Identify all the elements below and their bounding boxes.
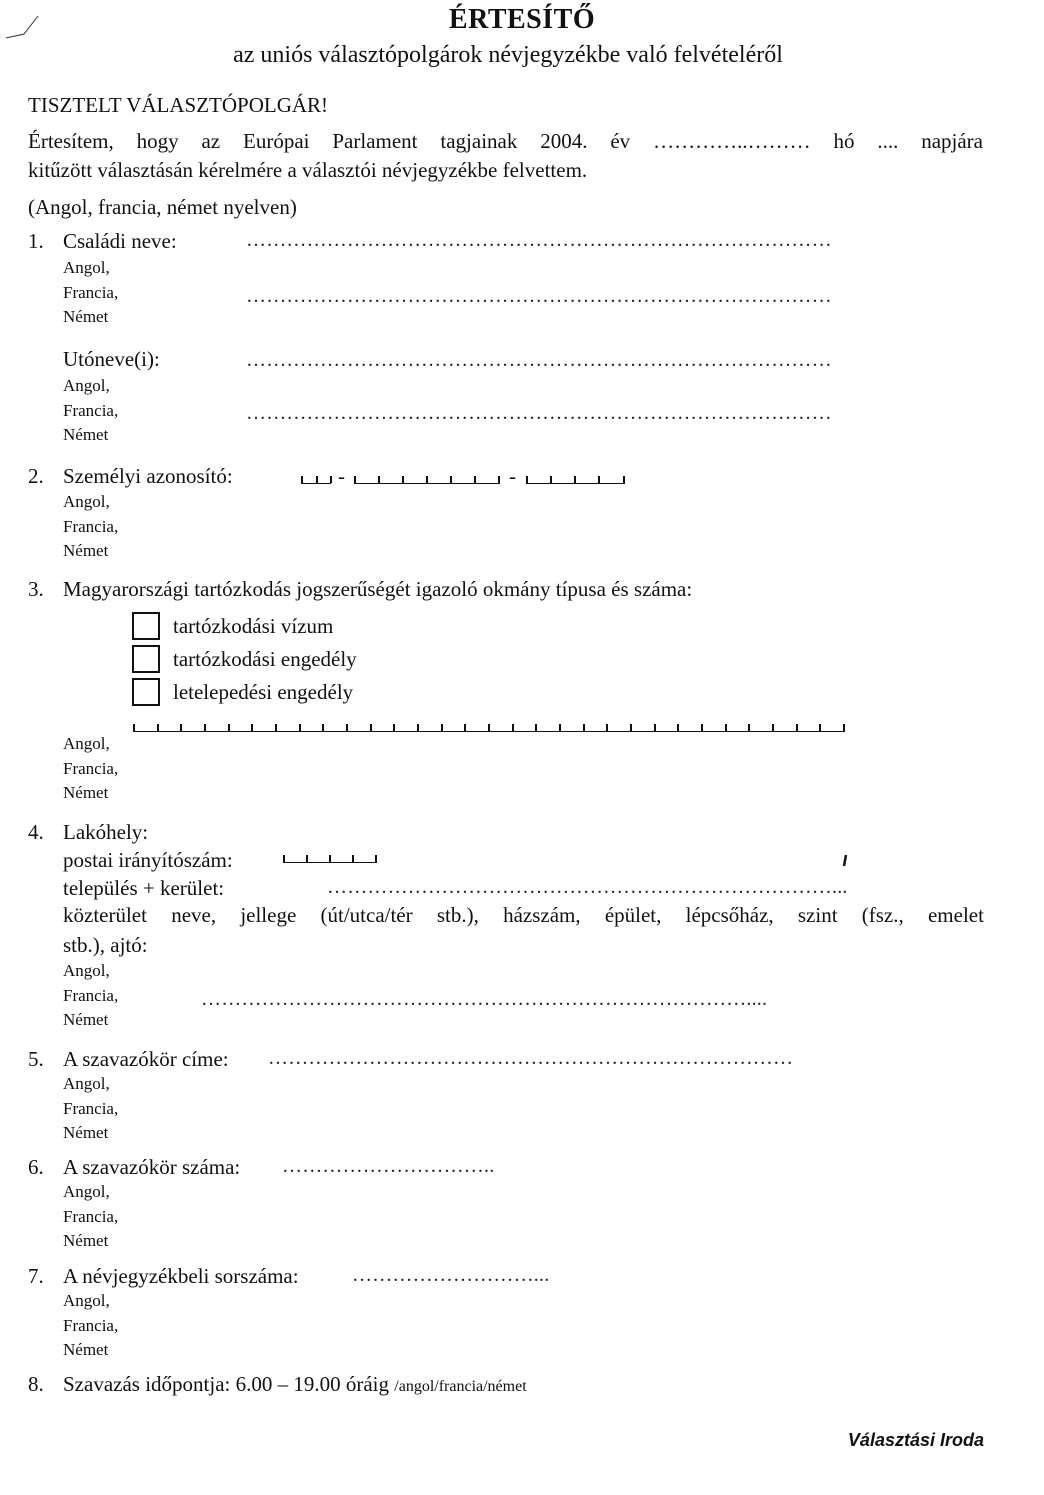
street-word: (út/utca/tér bbox=[320, 903, 413, 927]
intro-word: év bbox=[610, 129, 631, 153]
item-number: 7. bbox=[28, 1264, 44, 1288]
lang-english: Angol, bbox=[63, 961, 110, 980]
personal-id-label: Személyi azonosító: bbox=[63, 464, 233, 488]
tick-mark bbox=[464, 724, 466, 731]
street-line-1 bbox=[63, 903, 984, 928]
lang-french: Francia, bbox=[63, 516, 119, 536]
intro-word: hogy bbox=[136, 129, 179, 153]
lang-german: Német bbox=[63, 783, 109, 802]
lang-english: Angol, bbox=[63, 1074, 110, 1093]
tick-mark bbox=[488, 724, 490, 731]
intro-word: az bbox=[201, 129, 221, 153]
tick-mark bbox=[606, 724, 608, 731]
tick-mark bbox=[559, 724, 561, 731]
lang-french: Francia, bbox=[63, 282, 119, 302]
polling-station-number-label: A szavazókör száma: bbox=[63, 1155, 241, 1179]
voting-time-label: Szavazás időpontja: 6.00 – 19.00 óráig bbox=[63, 1372, 390, 1396]
language-note: (Angol, francia, német nyelven) bbox=[28, 195, 297, 219]
item-number: 8. bbox=[28, 1372, 44, 1396]
tick-mark bbox=[441, 724, 443, 731]
tick-mark bbox=[535, 724, 537, 731]
intro-word: napjára bbox=[921, 129, 983, 153]
tick-mark bbox=[796, 724, 798, 731]
street-word: közterület bbox=[63, 903, 147, 927]
lang-french: Francia, bbox=[63, 985, 119, 1005]
item-number: 4. bbox=[28, 820, 44, 844]
postal-code-label: postai irányítószám: bbox=[63, 848, 233, 872]
checkbox-residence-permit[interactable] bbox=[132, 645, 160, 673]
lang-german: Német bbox=[63, 1340, 109, 1359]
residence-document-label: Magyarországi tartózkodás jogszerűségét igazoló okmány típusa és száma: bbox=[63, 577, 693, 601]
voting-time-languages: /angol/francia/német bbox=[394, 1378, 527, 1395]
item-number: 2. bbox=[28, 464, 44, 488]
lang-english: Angol, bbox=[63, 492, 110, 511]
register-serial-label: A névjegyzékbeli sorszáma: bbox=[63, 1264, 299, 1288]
family-name-field[interactable]: …………………………………………………………………………… bbox=[246, 229, 832, 251]
day-field[interactable]: .... bbox=[877, 129, 899, 153]
street-word: jellege bbox=[240, 903, 297, 927]
language-list bbox=[63, 374, 118, 448]
checkbox-settlement-permit[interactable] bbox=[132, 678, 160, 706]
tick-mark bbox=[819, 724, 821, 731]
tick-mark bbox=[417, 724, 419, 731]
lang-german: Német bbox=[63, 425, 109, 444]
street-line-2: stb.), ajtó: bbox=[63, 933, 148, 957]
tick-mark bbox=[228, 724, 230, 731]
checkbox-visa[interactable] bbox=[132, 612, 160, 640]
option-settlement-permit-label: letelepedési engedély bbox=[173, 680, 354, 704]
personal-id-part-3[interactable] bbox=[526, 471, 625, 484]
language-list bbox=[63, 256, 118, 330]
language-list bbox=[63, 1072, 118, 1146]
lang-french: Francia, bbox=[63, 1098, 119, 1118]
tick-mark bbox=[583, 724, 585, 731]
lang-german: Német bbox=[63, 1231, 109, 1250]
lang-english: Angol, bbox=[63, 258, 110, 277]
intro-word: 2004. bbox=[540, 129, 588, 153]
language-list bbox=[63, 959, 118, 1033]
document-title: ÉRTESÍTŐ bbox=[448, 4, 596, 35]
street-word: emelet bbox=[927, 903, 984, 927]
family-name-label: Családi neve: bbox=[63, 229, 177, 253]
election-office-signature: Választási Iroda bbox=[847, 1430, 984, 1450]
ink-mark bbox=[841, 854, 849, 868]
lang-english: Angol, bbox=[63, 734, 110, 753]
tick-mark bbox=[748, 724, 750, 731]
month-field[interactable]: …………..……… bbox=[653, 129, 811, 153]
settlement-field[interactable]: …………………………………………………………………... bbox=[327, 876, 848, 898]
lang-german: Német bbox=[63, 541, 109, 560]
lang-french: Francia, bbox=[63, 1206, 119, 1226]
intro-line-1 bbox=[28, 129, 983, 154]
item-number: 6. bbox=[28, 1155, 44, 1179]
polling-station-address-label: A szavazókör címe: bbox=[63, 1047, 229, 1071]
voting-time bbox=[63, 1372, 527, 1397]
street-word: épület, bbox=[604, 903, 662, 927]
intro-word: Parlament bbox=[332, 129, 418, 153]
tick-mark bbox=[512, 724, 514, 731]
tick-mark bbox=[157, 724, 159, 731]
street-word: szint bbox=[797, 903, 838, 927]
tick-mark bbox=[725, 724, 727, 731]
street-word: házszám, bbox=[503, 903, 581, 927]
intro-line-2: kitűzött választásán kérelmére a választói névjegyzékbe felvettem. bbox=[28, 158, 588, 182]
language-list bbox=[63, 732, 118, 806]
tick-mark bbox=[322, 724, 324, 731]
tick-mark bbox=[630, 724, 632, 731]
item-number: 5. bbox=[28, 1047, 44, 1071]
tick-mark bbox=[346, 724, 348, 731]
intro-word: Európai bbox=[243, 129, 310, 153]
settlement-label: település + kerület: bbox=[63, 876, 225, 900]
tick-mark bbox=[701, 724, 703, 731]
lang-german: Német bbox=[63, 1010, 109, 1029]
tick-mark bbox=[133, 724, 135, 731]
tick-mark bbox=[654, 724, 656, 731]
given-name-translation-field[interactable]: …………………………………………………………………………… bbox=[246, 402, 832, 424]
residence-label: Lakóhely: bbox=[63, 820, 149, 844]
given-name-field[interactable]: …………………………………………………………………………… bbox=[246, 349, 832, 371]
lang-french: Francia, bbox=[63, 1315, 119, 1335]
register-serial-field[interactable]: ………………………... bbox=[352, 1264, 550, 1286]
tick-mark bbox=[843, 724, 845, 731]
document-subtitle: az uniós választópolgárok névjegyzékbe való felvételéről bbox=[233, 42, 783, 68]
id-separator: - bbox=[509, 464, 516, 488]
tick-mark bbox=[677, 724, 679, 731]
street-word: neve, bbox=[171, 903, 217, 927]
personal-id-part-2[interactable] bbox=[354, 471, 500, 484]
language-list bbox=[63, 1289, 118, 1363]
tick-mark bbox=[251, 724, 253, 731]
lang-english: Angol, bbox=[63, 1182, 110, 1201]
lang-german: Német bbox=[63, 1123, 109, 1142]
tick-mark bbox=[370, 724, 372, 731]
polling-station-number-field[interactable]: ………………………….. bbox=[282, 1155, 495, 1177]
item-number: 3. bbox=[28, 577, 44, 601]
tick-mark bbox=[772, 724, 774, 731]
lang-french: Francia, bbox=[63, 400, 119, 420]
intro-word: hó bbox=[833, 129, 855, 153]
given-name-label: Utóneve(i): bbox=[63, 347, 160, 371]
lang-german: Német bbox=[63, 307, 109, 326]
tick-mark bbox=[180, 724, 182, 731]
tick-mark bbox=[275, 724, 277, 731]
item-number: 1. bbox=[28, 229, 44, 253]
language-list bbox=[63, 1180, 118, 1254]
street-word: (fsz., bbox=[861, 903, 904, 927]
intro-word: Értesítem, bbox=[28, 129, 114, 153]
street-word: stb.), bbox=[436, 903, 479, 927]
street-word: lépcsőház, bbox=[685, 903, 774, 927]
family-name-translation-field[interactable]: …………………………………………………………………………… bbox=[246, 285, 832, 307]
lang-english: Angol, bbox=[63, 1291, 110, 1310]
option-visa-label: tartózkodási vízum bbox=[173, 614, 334, 638]
street-address-field[interactable]: ……………………………………………………………………….... bbox=[201, 988, 768, 1010]
lang-english: Angol, bbox=[63, 376, 110, 395]
document-number-field[interactable] bbox=[133, 719, 845, 732]
postal-code-field[interactable] bbox=[283, 851, 377, 863]
id-separator: - bbox=[338, 464, 345, 488]
intro-word: tagjainak bbox=[440, 129, 518, 153]
salutation: TISZTELT VÁLASZTÓPOLGÁR! bbox=[28, 93, 329, 117]
tick-mark bbox=[393, 724, 395, 731]
tick-mark bbox=[299, 724, 301, 731]
lang-french: Francia, bbox=[63, 758, 119, 778]
option-residence-permit-label: tartózkodási engedély bbox=[173, 647, 357, 671]
language-list bbox=[63, 490, 118, 564]
polling-station-address-field[interactable]: …………………………………………………………………… bbox=[268, 1047, 794, 1069]
tick-mark bbox=[204, 724, 206, 731]
personal-id-part-1[interactable] bbox=[301, 471, 331, 484]
